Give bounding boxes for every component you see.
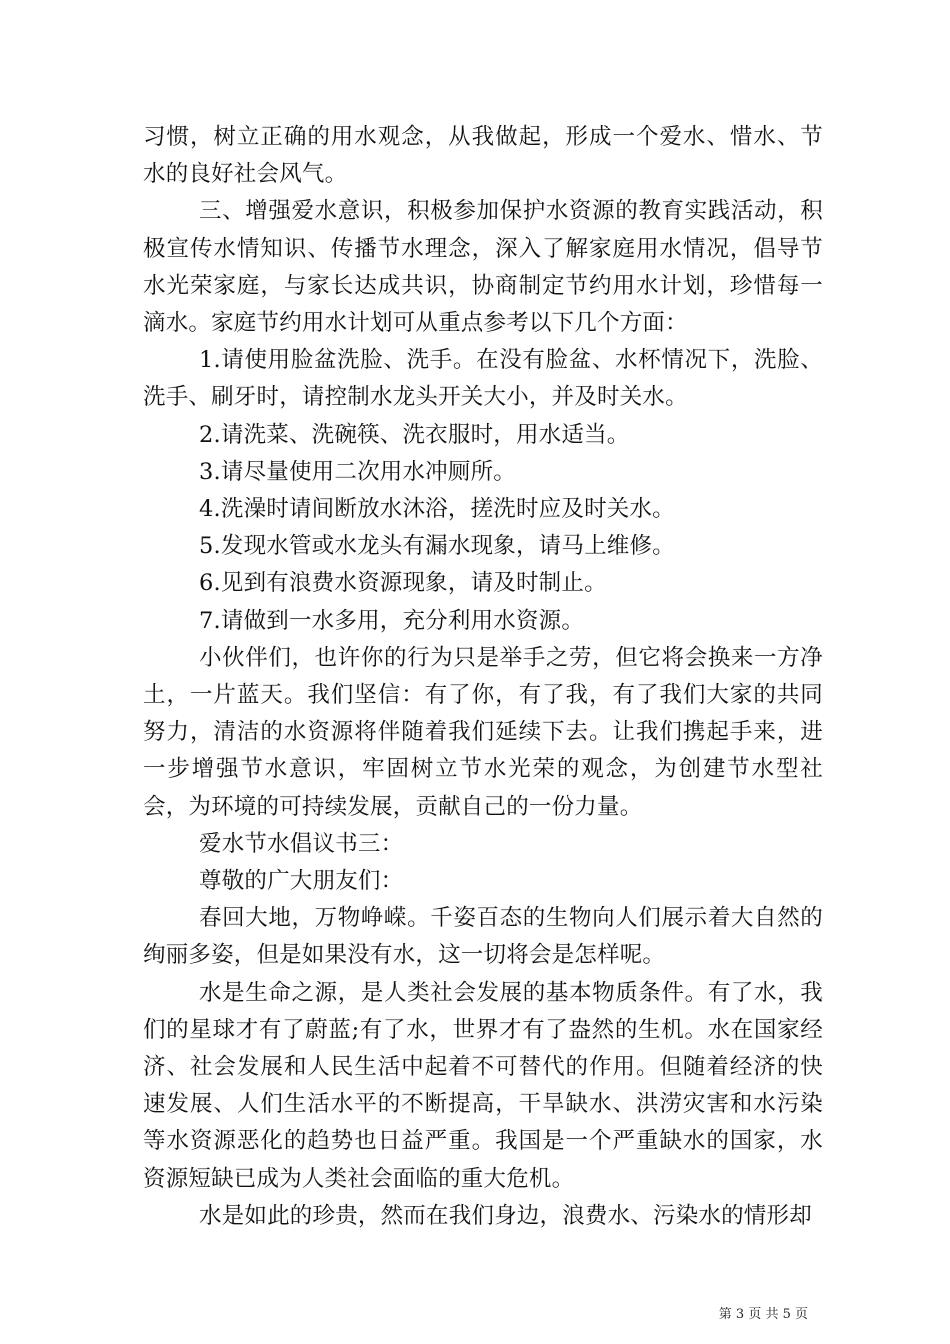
section-heading: 爱水节水倡议书三： [199, 830, 404, 857]
paragraph: 习惯，树立正确的用水观念，从我做起，形成一个爱水、惜水、节水的良好社会风气。 [143, 124, 823, 188]
list-item: 5.发现水管或水龙头有漏水现象，请马上维修。 [199, 533, 675, 560]
page-number: 第 3 页 共 5 页 [718, 1307, 808, 1322]
paragraph: 水是如此的珍贵，然而在我们身边，浪费水、污染水的情形却 [199, 1202, 812, 1229]
paragraph: 水是生命之源，是人类社会发展的基本物质条件。有了水，我们的星球才有了蔚蓝;有了水，世界才有了盎然的生机。水在国家经济、社会发展和人民生活中起着不可替代的作用。但随着经济的快速发展、人们生活水平的不断提高，干旱缺水、洪涝灾害和水污染等水资源恶化的趋势也日益严重。我国是一个严重缺水的国家，水资源短缺已成为人类社会面临的重大危机。 [143, 979, 823, 1192]
list-item: 1.请使用脸盆洗脸、洗手。在没有脸盆、水杯情况下，洗脸、洗手、刷牙时，请控制水龙头开关大小，并及时关水。 [143, 347, 823, 411]
list-item: 7.请做到一水多用，充分利用水资源。 [199, 607, 585, 634]
list-item: 6.见到有浪费水资源现象，请及时制止。 [199, 570, 607, 597]
document-body [143, 119, 823, 1235]
list-item: 3.请尽量使用二次用水冲厕所。 [199, 458, 516, 485]
list-item: 4.洗澡时请间断放水沐浴，搓洗时应及时关水。 [199, 496, 675, 523]
salutation: 尊敬的广大朋友们： [199, 868, 404, 895]
paragraph: 小伙伴们，也许你的行为只是举手之劳，但它将会换来一方净土，一片蓝天。我们坚信：有了你，有了我，有了我们大家的共同努力，清洁的水资源将伴随着我们延续下去。让我们携起手来，进一步增强节水意识，牢固树立节水光荣的观念，为创建节水型社会，为环境的可持续发展，贡献自己的一份力量。 [143, 644, 823, 820]
list-item: 2.请洗菜、洗碗筷、洗衣服时，用水适当。 [199, 421, 630, 448]
paragraph: 春回大地，万物峥嵘。千姿百态的生物向人们展示着大自然的绚丽多姿，但是如果没有水，这一切将会是怎样呢。 [143, 905, 823, 969]
paragraph: 三、增强爱水意识，积极参加保护水资源的教育实践活动，积极宣传水情知识、传播节水理念，深入了解家庭用水情况，倡导节水光荣家庭，与家长达成共识，协商制定节约用水计划，珍惜每一滴水。家庭节约用水计划可从重点参考以下几个方面： [143, 198, 823, 337]
